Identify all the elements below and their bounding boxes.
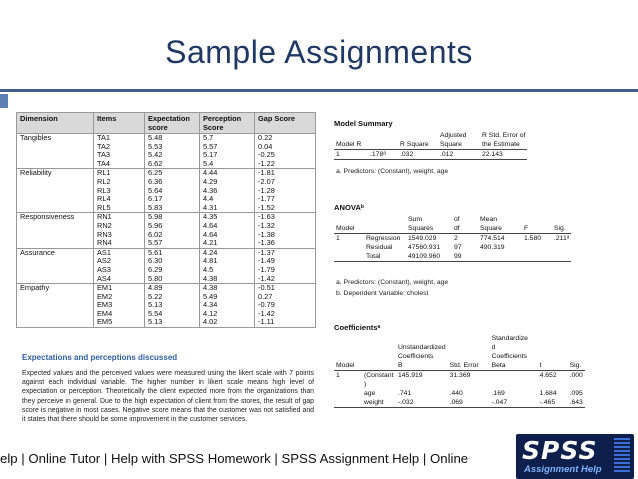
coef-h0-5 [538, 334, 568, 343]
ms-h2-0: Model R [334, 140, 368, 150]
cell-item: TA3 [94, 151, 145, 160]
coef-h0-2 [396, 334, 448, 343]
coef-r0-6: .000 [569, 372, 583, 379]
cell-dim [17, 222, 94, 231]
coefficients-title: Coefficientsᵃ [334, 323, 381, 332]
coef-r2-3: .440 [449, 390, 463, 397]
ms-cell-4: 22.143 [480, 150, 527, 160]
anova-h1-5 [522, 215, 552, 224]
coef-r3-5: -.465 [538, 398, 568, 408]
cell-dim [17, 266, 94, 275]
coef-r2-5: 1.684 [539, 390, 557, 397]
cell-gap: -1.28 [255, 187, 316, 196]
cell-per: 4.34 [200, 301, 255, 310]
coef-r1-5 [538, 380, 568, 389]
cell-per: 4.24 [200, 248, 255, 257]
coef-h3-2: B [396, 361, 448, 371]
cell-dim [17, 231, 94, 240]
cell-item: RL1 [94, 169, 145, 178]
coef-header-row-3 [334, 361, 585, 371]
coef-h1-0 [334, 343, 362, 352]
cell-exp: 5.98 [145, 213, 200, 222]
col-header-items: Items [94, 113, 145, 134]
cell-exp: 6.25 [145, 169, 200, 178]
cell-gap: 0.22 [255, 134, 316, 143]
coef-h1-6 [568, 343, 585, 352]
anova-note-a: a. Predictors: (Constant), weight, age [336, 279, 449, 286]
coef-h2-6 [568, 352, 585, 361]
anova-h1-4: Mean [480, 216, 498, 223]
coef-r0-1: (Constant [364, 372, 394, 379]
coef-r1-0 [334, 380, 362, 389]
anova-r1-5 [522, 243, 552, 252]
cell-item: AS4 [94, 275, 145, 284]
cell-item: EM4 [94, 310, 145, 319]
coef-h1-5 [538, 343, 568, 352]
cell-gap: -1.42 [255, 310, 316, 319]
coef-r1-1: ) [364, 381, 367, 388]
cell-exp: 6.62 [145, 160, 200, 169]
cell-item: EM5 [94, 318, 145, 327]
coef-r3-0 [334, 398, 362, 408]
cell-item: TA1 [94, 134, 145, 143]
cell-per: 5.4 [200, 160, 255, 169]
cell-exp: 5.22 [145, 293, 200, 302]
ms-h1-0 [334, 131, 368, 140]
cell-per: 4.64 [200, 231, 255, 240]
anova-r2-6 [552, 252, 571, 262]
cell-exp: 6.29 [145, 266, 200, 275]
coef-r2-2: .741 [398, 390, 412, 397]
anova-table [334, 215, 571, 262]
gap-table-header-row [17, 113, 316, 134]
cell-gap: -1.77 [255, 195, 316, 204]
anova-r1-2: 47560.931 [408, 244, 441, 251]
cell-per: 4.02 [200, 318, 255, 327]
cell-gap: 0.27 [255, 293, 316, 302]
anova-r0-5: 1.580 [524, 235, 542, 242]
cell-gap: -1.81 [255, 169, 316, 178]
coef-h2-2: Coefficients [398, 353, 434, 360]
cell-gap: -0.51 [255, 284, 316, 293]
coef-h1-3 [448, 343, 490, 352]
anova-r0-4: 774.514 [480, 235, 505, 242]
cell-exp: 5.96 [145, 222, 200, 231]
coef-r0-4 [490, 371, 538, 381]
cell-per: 5.49 [200, 293, 255, 302]
anova-h2-0: Model [334, 224, 364, 234]
coef-h3-3: Std. Error [448, 361, 490, 371]
cell-gap: -1.22 [255, 160, 316, 169]
cell-per: 4.29 [200, 178, 255, 187]
cell-item: RN3 [94, 231, 145, 240]
cell-item: EM3 [94, 301, 145, 310]
anova-r2-1: Total [364, 252, 406, 262]
cell-exp: 5.80 [145, 275, 200, 284]
model-summary-table [334, 131, 527, 160]
coef-r2-4: .169 [491, 390, 505, 397]
col-header-gap: Gap Score [255, 113, 316, 134]
cell-dim [17, 318, 94, 327]
anova-row-total [334, 252, 571, 262]
cell-exp: 5.13 [145, 318, 200, 327]
coef-h2-1 [362, 352, 396, 361]
cell-gap: -1.63 [255, 213, 316, 222]
ms-h1-1 [368, 131, 398, 140]
coef-r1-2 [396, 380, 448, 389]
cell-gap: -1.37 [255, 248, 316, 257]
coef-r0-5: 4.652 [539, 372, 557, 379]
coef-h1-2: Unstandardized [398, 344, 446, 351]
cell-dim [17, 310, 94, 319]
ms-header-row-2 [334, 140, 527, 150]
cell-gap: -1.38 [255, 231, 316, 240]
cell-item: EM2 [94, 293, 145, 302]
cell-item: AS3 [94, 266, 145, 275]
coef-row-constant-cont [334, 380, 585, 389]
cell-item: TA2 [94, 143, 145, 152]
anova-h1-2: Sum [408, 216, 422, 223]
cell-dim [17, 151, 94, 160]
coef-header-row-1 [334, 343, 585, 352]
cell-per: 5.57 [200, 143, 255, 152]
footer-links-text: elp | Online Tutor | Help with SPSS Homework | SPSS Assignment Help | Online [0, 451, 469, 466]
anova-r2-0 [334, 252, 364, 262]
ms-h2-1 [368, 140, 398, 150]
coef-h1-4: d [491, 344, 496, 351]
anova-r2-5 [522, 252, 552, 262]
cell-dim: Assurance [17, 248, 94, 257]
ms-header-row-1 [334, 131, 527, 140]
coef-r0-0: 1 [336, 372, 340, 379]
cell-exp: 5.54 [145, 310, 200, 319]
ms-cell-0: 1 [334, 150, 368, 160]
table-row [17, 239, 316, 248]
coef-row-age [334, 389, 585, 398]
cell-per: 4.4 [200, 195, 255, 204]
cell-dim: Responsiveness [17, 213, 94, 222]
coef-h2-5 [538, 352, 568, 361]
anova-h2-6: Sig. [552, 224, 571, 234]
cell-exp: 5.53 [145, 143, 200, 152]
col-header-dimension: Dimension [17, 113, 94, 134]
coef-r0-2: 145.919 [398, 372, 423, 379]
coef-r1-3 [448, 380, 490, 389]
spss-assignment-help-logo [516, 434, 634, 479]
ms-h1-4: R Std. Error of [482, 132, 526, 139]
coef-h3-6: Sig. [568, 361, 585, 371]
title-divider [0, 89, 638, 92]
cell-per: 4.35 [200, 213, 255, 222]
anova-h2-2: Squares [406, 224, 452, 234]
slide-title: Sample Assignments [165, 34, 473, 70]
anova-row-residual [334, 243, 571, 252]
cell-gap: 0.04 [255, 143, 316, 152]
cell-exp: 5.61 [145, 248, 200, 257]
cell-gap: -1.79 [255, 266, 316, 275]
coef-h0-1 [362, 334, 396, 343]
coef-h2-0 [334, 352, 362, 361]
slide-marker [0, 94, 8, 108]
cell-item: RL5 [94, 204, 145, 213]
cell-per: 4.38 [200, 275, 255, 284]
coef-r2-0 [334, 389, 362, 398]
col-header-perception: Perception Score [200, 113, 255, 134]
cell-per: 4.38 [200, 284, 255, 293]
anova-r1-4: 490.319 [480, 244, 505, 251]
cell-per: 4.64 [200, 222, 255, 231]
cell-per: 4.36 [200, 187, 255, 196]
cell-item: TA4 [94, 160, 145, 169]
coef-h3-4: Beta [490, 361, 538, 371]
anova-r0-6: .211ᵃ [554, 235, 570, 242]
anova-header-row-2 [334, 224, 571, 234]
anova-r0-3: 2 [454, 235, 458, 242]
coef-r3-1: weight [362, 398, 396, 408]
ms-h2-3: Square [438, 140, 480, 150]
coef-h0-6 [568, 334, 585, 343]
anova-r1-1: Residual [366, 244, 393, 251]
ms-data-row [334, 150, 527, 160]
ms-h2-4: the Estimate [480, 140, 527, 150]
cell-per: 4.12 [200, 310, 255, 319]
cell-dim [17, 143, 94, 152]
cell-exp: 4.89 [145, 284, 200, 293]
cell-dim [17, 187, 94, 196]
cell-exp: 5.83 [145, 204, 200, 213]
coef-row-weight [334, 398, 585, 408]
ms-cell-3: .012 [438, 150, 480, 160]
coef-r3-4: -.047 [490, 398, 538, 408]
coef-r3-6: .643 [569, 399, 583, 406]
cell-per: 4.5 [200, 266, 255, 275]
coef-h2-3 [448, 352, 490, 361]
cell-per: 4.21 [200, 239, 255, 248]
cell-exp: 5.42 [145, 151, 200, 160]
coef-h3-1 [362, 361, 396, 371]
coef-header-row-0 [334, 334, 585, 343]
ms-h1-2 [398, 131, 438, 140]
cell-dim [17, 257, 94, 266]
anova-r1-3: 97 [454, 244, 462, 251]
cell-exp: 5.13 [145, 301, 200, 310]
cell-dim [17, 195, 94, 204]
cell-gap: -1.52 [255, 204, 316, 213]
anova-h2-4: Square [478, 224, 522, 234]
cell-exp: 6.30 [145, 257, 200, 266]
coef-h0-3 [448, 334, 490, 343]
anova-r0-0: 1 [336, 235, 340, 242]
anova-h2-3: df [452, 224, 478, 234]
cell-dim: Reliability [17, 169, 94, 178]
ms-cell-1: .178ᵃ [368, 150, 398, 160]
coef-h3-0: Model [334, 361, 362, 371]
cell-exp: 6.36 [145, 178, 200, 187]
anova-r0-1: Regression [366, 235, 401, 242]
anova-r1-6 [552, 243, 571, 252]
cell-item: RL3 [94, 187, 145, 196]
cell-item: EM1 [94, 284, 145, 293]
anova-title: ANOVAᵇ [334, 203, 364, 212]
anova-row-regression [334, 234, 571, 244]
coef-h1-1 [362, 343, 396, 352]
coef-r0-3: 31.369 [449, 372, 471, 379]
anova-r2-2: 49109.960 [406, 252, 452, 262]
coef-r3-3: .069 [448, 398, 490, 408]
coef-r3-2: -.032 [396, 398, 448, 408]
anova-h2-1 [364, 224, 406, 234]
cell-item: RN1 [94, 213, 145, 222]
cell-exp: 5.48 [145, 134, 200, 143]
ms-h1-3: Adjusted [440, 132, 467, 139]
cell-exp: 5.64 [145, 187, 200, 196]
cell-dim [17, 293, 94, 302]
cell-gap: -0.79 [255, 301, 316, 310]
cell-per: 4.31 [200, 204, 255, 213]
cell-gap: -1.42 [255, 275, 316, 284]
cell-gap: -2.07 [255, 178, 316, 187]
coef-r1-4 [490, 380, 538, 389]
gap-score-table [16, 112, 316, 328]
cell-exp: 5.57 [145, 239, 200, 248]
coef-h3-5: t [538, 361, 568, 371]
anova-h1-6 [552, 215, 571, 224]
anova-h2-5: F [522, 224, 552, 234]
ms-cell-2: .032 [398, 150, 438, 160]
ms-note: a. Predictors: (Constant), weight, age [336, 168, 449, 175]
discussion-text: Expected values and the perceived values were measured using the likert scale with 7 points against each individual variable. The higher number in likert scale means high level of expectation or perception. Theoretically the client expected more from the organizations than they perceive in general. Due to the high expectation of client from the stores, the result of gap score is negative in most cases. Negative score means that the customer was not satisfied and it states that there should be some improvement in the customer services. [22, 370, 314, 424]
coef-h0-4: Standardize [491, 335, 528, 342]
anova-note-b: b. Dependent Variable: cholest [336, 290, 429, 297]
cell-gap: -1.49 [255, 257, 316, 266]
anova-h1-3: of [454, 216, 460, 223]
cell-dim: Tangibles [17, 134, 94, 143]
coef-header-row-2 [334, 352, 585, 361]
cell-dim [17, 301, 94, 310]
cell-gap: -0.25 [255, 151, 316, 160]
col-header-expectation: Expectation score [145, 113, 200, 134]
cell-gap: -1.11 [255, 318, 316, 327]
cell-exp: 6.02 [145, 231, 200, 240]
logo-main-text: SPSS [522, 436, 598, 465]
cell-per: 5.17 [200, 151, 255, 160]
cell-dim: Empathy [17, 284, 94, 293]
anova-r2-4 [478, 252, 522, 262]
cell-item: AS2 [94, 257, 145, 266]
cell-gap: -1.36 [255, 239, 316, 248]
cell-item: AS1 [94, 248, 145, 257]
coef-r2-1: age [364, 390, 376, 397]
cell-dim [17, 239, 94, 248]
cell-item: RN2 [94, 222, 145, 231]
cell-per: 5.7 [200, 134, 255, 143]
coef-r2-6: .095 [569, 390, 583, 397]
coef-r1-6 [568, 380, 585, 389]
coef-h2-4: Coefficients [491, 353, 527, 360]
cell-gap: -1.32 [255, 222, 316, 231]
cell-item: RL4 [94, 195, 145, 204]
anova-r1-0 [334, 243, 364, 252]
coef-row-constant [334, 371, 585, 381]
coef-h0-0 [334, 334, 362, 343]
cell-item: RL2 [94, 178, 145, 187]
cell-item: RN4 [94, 239, 145, 248]
coefficients-table [334, 334, 585, 408]
gap-table-body [17, 134, 316, 328]
anova-h1-1 [364, 215, 406, 224]
logo-sub-text: Assignment Help [524, 464, 602, 475]
logo-stripes [614, 438, 630, 474]
cell-per: 4.81 [200, 257, 255, 266]
anova-h1-0 [334, 215, 364, 224]
anova-r2-3: 99 [452, 252, 478, 262]
anova-r0-2: 1549.029 [408, 235, 437, 242]
anova-header-row-1 [334, 215, 571, 224]
ms-h2-2: R Square [398, 140, 438, 150]
cell-dim [17, 178, 94, 187]
model-summary-title: Model Summary [334, 119, 393, 128]
cell-per: 4.44 [200, 169, 255, 178]
discussion-heading: Expectations and perceptions discussed [22, 353, 178, 362]
table-row [17, 318, 316, 327]
cell-exp: 6.17 [145, 195, 200, 204]
